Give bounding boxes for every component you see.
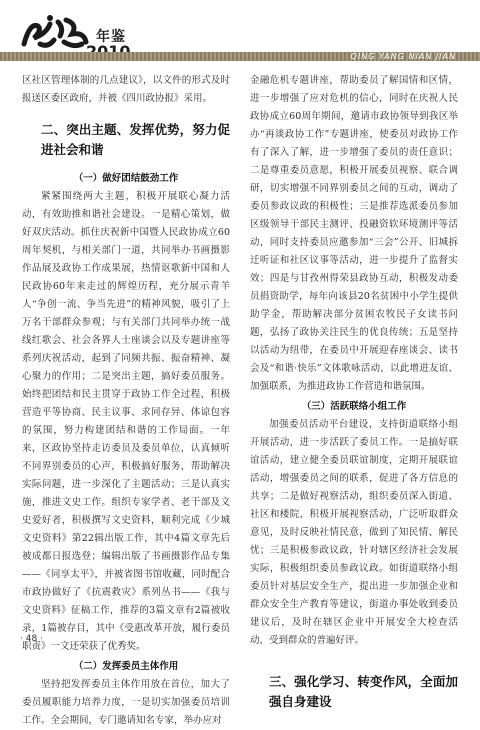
section-heading: 二、突出主题、发挥优势，努力促进社会和谐 [41, 122, 230, 157]
page-number: · 48 · [20, 634, 43, 644]
subsection-heading: （三）活跃联络小组工作 [301, 401, 407, 412]
paragraph: 金融危机专题讲座，帮助委员了解国情和区情，进一步增强了应对危机的信心，同时在庆祝人民政协成立60周年期间，邀请市政协领导到我区举办“再谈政协工作”专题讲座，使委员对政协工作有了深入了解，进一步增强了委员的责任意识；二是尊重委员意愿，积极开展委员视察、联合调研，切实增强不同界别委员之间的互动，调动了委员参政议政的积极性；三是推荐选派委员参加区级领导干部民主测评、投融资软环境测评等活动，同时支持委员应邀参加“三会”公开、旧城拆迁听证和社区议事等活动，进一步提升了监督实效；四是与甘孜州得荣县政协互动，积极发动委员捐资助学，每年向该县20名贫困中小学生提供助学金，帮助解决部分贫困农牧民子女读书问题，弘扬了政协关注民生的优良传统；五是坚持以活动为纽带，在委员中开展迎春座谈会、读书会及“和谐·快乐”文体歌咏活动，以此增进友谊、加强联系，为推进政协工作营造和谐氛围。 [250, 75, 458, 392]
right-column [250, 72, 458, 712]
paragraph: 坚持把发挥委员主体作用放在首位，加大了委员履职能力培养力度，一是切实加强委员培训工作。全会期间，专门邀请知名专家，举办应对 [22, 679, 230, 726]
left-column [22, 72, 230, 730]
page-header [0, 0, 480, 64]
qingyang-calligraphy-logo [20, 14, 90, 56]
yearbook-label: 年鉴 [96, 29, 126, 45]
paragraph: 区社区管理体制的几点建议》，以文件的形式及时报送区委区政府，并被《四川政协报》采用。 [22, 75, 230, 104]
pinyin-title: QING YANG NIAN JIAN [350, 52, 456, 61]
section-heading: 三、强化学习、转变作风，全面加强自身建设 [269, 674, 458, 709]
subsection-heading: （二）发挥委员主体作用 [73, 661, 179, 672]
paragraph: 紧紧围绕两大主题，积极开展联心凝力活动，有效助推和谐社会建设。一是精心策划，做好双庆活动。抓住庆祝新中国暨人民政协成立60周年契机，与相关部门一道，共同举办书画摄影作品展及政协工作成果展，热情讴歌新中国和人民政协60年来走过的辉煌历程，充分展示青羊人“争创一流、争当先进”的精神风貌，吸引了上万名干部群众参观；与有关部门共同举办统一战线红歌会、社会各界人士座谈会以及专题讲座等系列庆祝活动，起到了同频共振、振奋精神、凝心聚力的作用；二是突出主题，搞好委员服务。始终把团结和民主贯穿于政协工作全过程，积极营造平等协商、民主议事、求同存异、体谅包容的氛围，努力构建团结和谐的工作局面。一年来，区政协坚持走访委员及委员单位，认真倾听不同界别委员的心声，积极搞好服务，帮助解决实际问题，进一步深化了主题活动；三是认真实施，推进文史工作。组织专家学者、老干部及文史爱好者，积极撰写文史资料，顺利完成《少城文史资料》第22辑出版工作，其中4篇文章先后被成都日报选登；编辑出版了书画摄影作品专集——《同享太平》，并被省图书馆收藏，同时配合市政协做好了《抗震救灾》系列丛书——《我与文史资料》征稿工作，推荐的3篇文章有2篇被收录，1篇被存目，其中《受惠改革开放，履行委员职责》一文还荣获了优秀奖。 [22, 191, 230, 652]
subsection-heading: （一）做好团结鼓劲工作 [73, 173, 179, 184]
paragraph: 加强委员活动平台建设，支持街道联络小组开展活动，进一步活跃了委员工作。一是搞好联谊活动，建立健全委员联谊制度，定期开展联谊活动，增强委员之间的联系，促进了各方信息的共享；二是做好视察活动，组织委员深入街道、社区和楼院，积极开展视察活动，广泛听取群众意见，及时反映社情民意，做到了知民情、解民忧；三是积极参政议政，针对辖区经济社会发展实际，积极组织委员参政议政。如街道联络小组委员针对基层安全生产，提出进一步加强企业和群众安全生产教育等建议，街道办事处收到委员建议后，及时在辖区企业中开展安全大检查活动，受到群众的普遍好评。 [250, 419, 458, 646]
